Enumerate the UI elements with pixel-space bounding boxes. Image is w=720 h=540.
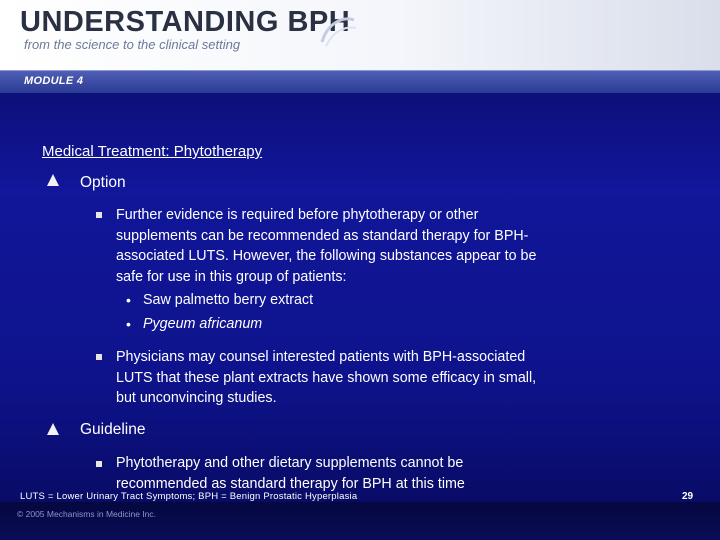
- swoosh-logo-icon: [318, 12, 358, 52]
- subitem-saw-palmetto: Saw palmetto berry extract: [143, 292, 314, 308]
- paragraph-line: supplements can be recommended as standard therapy for BPH-: [116, 227, 529, 244]
- brand-subtitle: from the science to the clinical setting: [24, 37, 241, 52]
- paragraph-line: LUTS that these plant extracts have shown some efficacy in small,: [116, 369, 537, 386]
- triangle-bullet-icon: [47, 423, 59, 435]
- dot-bullet-icon: •: [126, 316, 131, 332]
- option-paragraph-2: [116, 347, 536, 409]
- module-bar: [0, 70, 720, 93]
- header-banner: [0, 0, 720, 70]
- guideline-heading: Guideline: [80, 421, 146, 438]
- paragraph-line: Physicians may counsel interested patients with BPH-associated: [116, 349, 526, 365]
- paragraph-line: associated LUTS. However, the following substances appear to be: [116, 248, 537, 264]
- option-heading: Option: [80, 174, 126, 191]
- paragraph-line: recommended as standard therapy for BPH at this time: [116, 475, 465, 492]
- square-bullet-icon: [96, 354, 102, 360]
- page-number: 29: [682, 491, 694, 502]
- square-bullet-icon: [96, 461, 102, 467]
- dot-bullet-icon: •: [126, 292, 131, 308]
- footer-bar: [0, 502, 720, 540]
- subitem-pygeum: Pygeum africanum: [143, 316, 263, 332]
- section-title: Medical Treatment: Phytotherapy: [42, 143, 263, 160]
- paragraph-line: but unconvincing studies.: [116, 390, 277, 406]
- abbreviation-footnote: LUTS = Lower Urinary Tract Symptoms; BPH = Benign Prostatic Hyperplasia: [20, 491, 358, 502]
- option-paragraph-1: [116, 205, 536, 287]
- square-bullet-icon: [96, 212, 102, 218]
- paragraph-line: Further evidence is required before phytotherapy or other: [116, 207, 479, 223]
- copyright-text: © 2005 Mechanisms in Medicine Inc.: [17, 509, 157, 519]
- paragraph-line: Phytotherapy and other dietary supplements cannot be: [116, 455, 464, 471]
- brand-title: UNDERSTANDING BPH: [20, 6, 351, 38]
- guideline-paragraph: [116, 453, 465, 494]
- paragraph-line: safe for use in this group of patients:: [116, 268, 347, 285]
- module-label: MODULE 4: [24, 75, 84, 87]
- triangle-bullet-icon: [47, 174, 59, 186]
